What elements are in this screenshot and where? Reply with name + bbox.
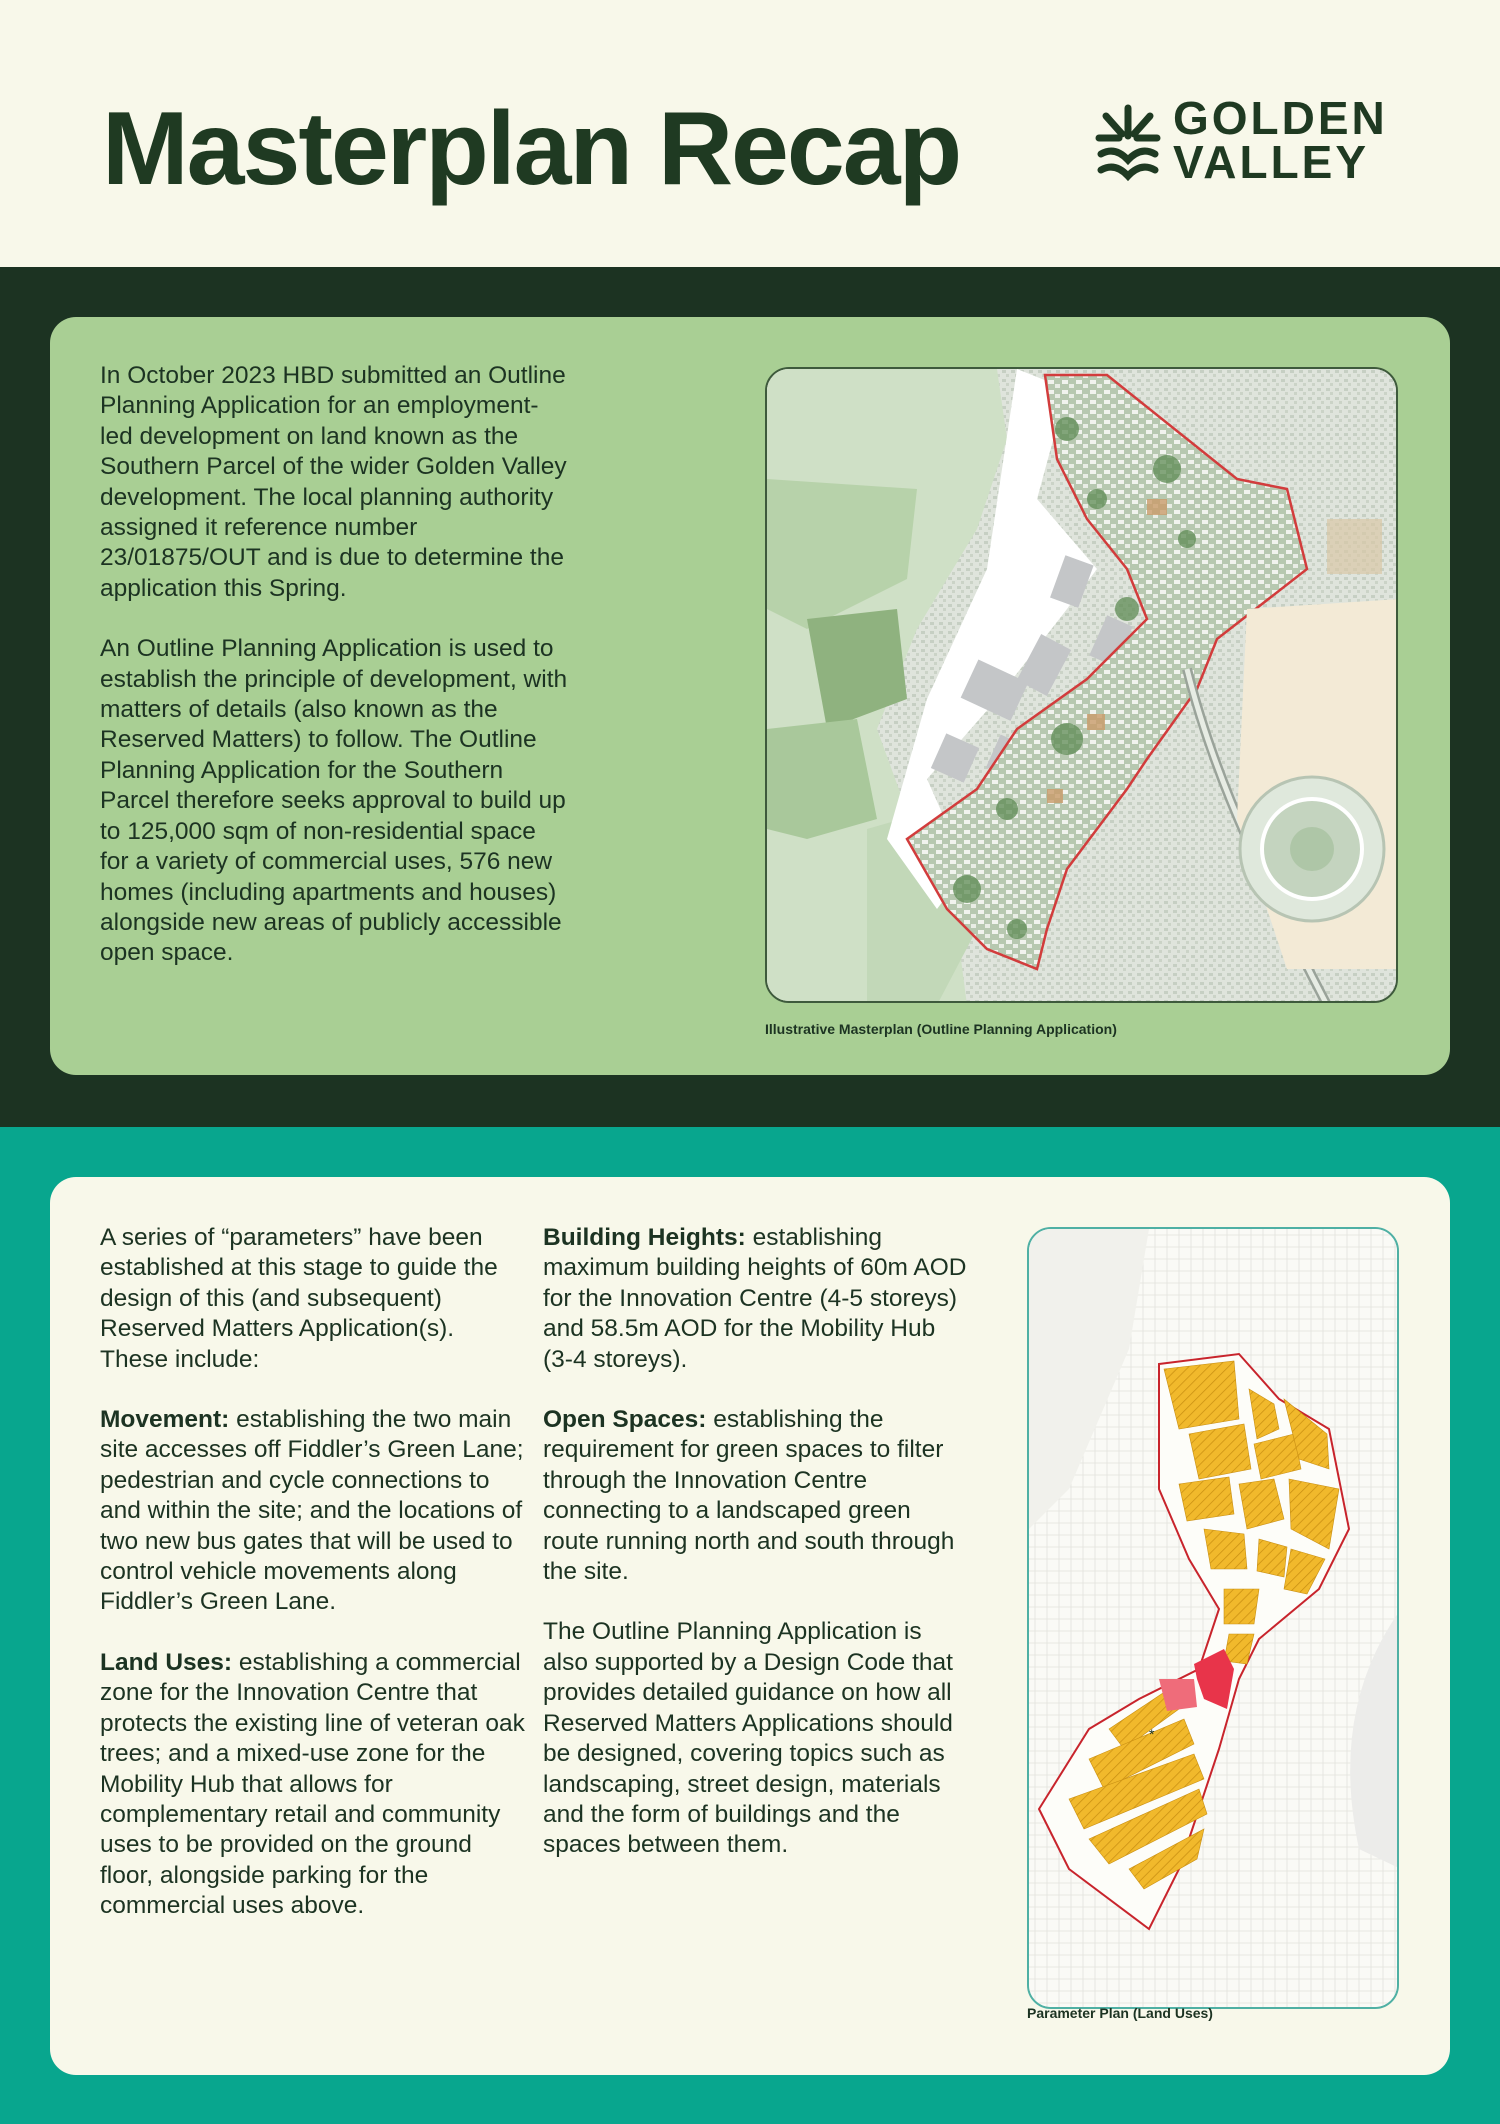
open-spaces-paragraph <box>543 1405 968 1587</box>
illustrative-masterplan-image <box>765 367 1398 1003</box>
parameter-plan-caption: Parameter Plan (Land Uses) <box>1027 2005 1213 2021</box>
logo-line-golden: GOLDEN <box>1173 92 1388 144</box>
open-spaces-label: Open Spaces: <box>543 1406 707 1434</box>
open-spaces-text: establishing the requirement for green spaces to filter through the Innovation Centre connecting to a landscaped green route running north and south through the site. <box>543 1406 955 1586</box>
parameters-column-1 <box>100 1223 525 1952</box>
land-uses-label: Land Uses: <box>100 1648 233 1676</box>
golden-valley-sun-icon <box>1095 102 1161 182</box>
movement-label: Movement: <box>100 1406 230 1434</box>
intro-card <box>50 317 1450 1075</box>
heights-label: Building Heights: <box>543 1224 746 1251</box>
heights-text: establishing maximum building heights of 60m AOD for the Innovation Centre (4-5 storeys) and 58.5m AOD for the Mobility Hub (3-4 storeys). <box>543 1224 967 1373</box>
parameters-band <box>0 1127 1500 2124</box>
parameters-intro: A series of “parameters” have been established at this stage to guide the design of this (and subsequent) Reserved Matters Application(s). These include: <box>100 1224 498 1373</box>
intro-text <box>100 361 570 999</box>
header <box>0 0 1500 267</box>
golden-valley-logo <box>1095 92 1405 188</box>
land-uses-paragraph <box>100 1648 525 1922</box>
intro-paragraph-2: An Outline Planning Application is used to establish the principle of development, with matters of details (also known as the Reserved Matters) to follow. The Outline Planning Application for the Southern Parcel therefore seeks approval to build up to 125,000 sqm of non-residential space for a variety of commercial uses, 576 new homes (including apartments and houses) alongside new areas of publicly accessible open space. <box>100 635 568 967</box>
parameter-plan-image <box>1027 1227 1399 2009</box>
movement-paragraph <box>100 1405 525 1618</box>
masterplan-caption: Illustrative Masterplan (Outline Planning Application) <box>765 1021 1117 1037</box>
svg-text:*: * <box>1149 1726 1155 1742</box>
intro-band <box>0 267 1500 1127</box>
movement-text: establishing the two main site accesses off Fiddler’s Green Lane; pedestrian and cycle connections to and within the site; and the locations of two new bus gates that will be used to control vehicle movements along Fiddler’s Green Lane. <box>100 1406 524 1616</box>
parameters-column-2 <box>543 1223 968 1891</box>
page-title: Masterplan Recap <box>102 91 961 207</box>
design-code-paragraph: The Outline Planning Application is also supported by a Design Code that provides detailed guidance on how all Reserved Matters Applications should be designed, covering topics such as landscaping, street design, materials and the form of buildings and the spaces between them. <box>543 1618 953 1859</box>
heights-paragraph <box>543 1223 968 1375</box>
logo-wordmark <box>1173 92 1388 188</box>
intro-paragraph-1: In October 2023 HBD submitted an Outline Planning Application for an employment-led development on land known as the Southern Parcel of the wider Golden Valley development. The local planning authority assigned it reference number 23/01875/OUT and is due to determine the application this Spring. <box>100 362 567 602</box>
land-uses-text: establishing a commercial zone for the Innovation Centre that protects the existing line of veteran oak trees; and a mixed-use zone for the Mobility Hub that allows for complementary retail and community uses to be provided on the ground floor, alongside parking for the commercial uses above. <box>100 1648 525 1920</box>
logo-line-valley: VALLEY <box>1173 136 1370 188</box>
parameters-card <box>50 1177 1450 2075</box>
